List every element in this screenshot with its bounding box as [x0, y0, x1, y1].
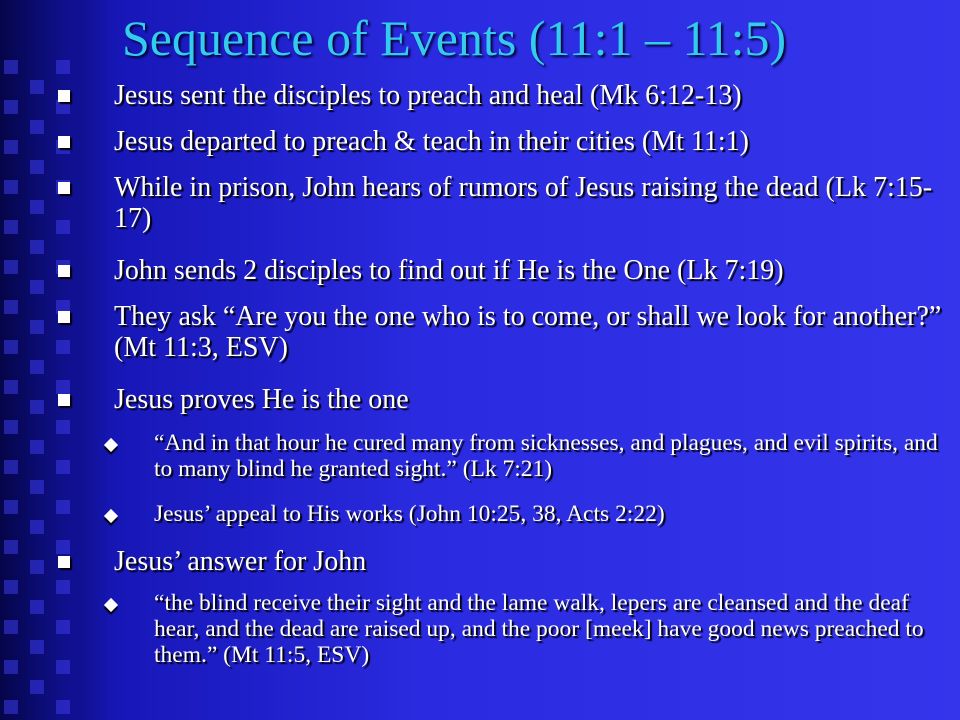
square-bullet-icon [58, 136, 70, 148]
decorative-square [30, 520, 44, 534]
bullet-item: John sends 2 disciples to find out if He is the One (Lk 7:19) [114, 255, 784, 286]
decorative-square [56, 540, 70, 554]
decorative-square [56, 580, 70, 594]
decorative-square [4, 60, 18, 74]
square-bullet-icon [58, 394, 70, 406]
bullet-item: Jesus’ answer for John [114, 546, 367, 577]
decorative-squares [0, 60, 110, 720]
bullet-item: Jesus sent the disciples to preach and heal (Mk 6:12-13) [114, 80, 742, 111]
bullet-item: They ask “Are you the one who is to come, or shall we look for another?” (Mt 11:3, ESV) [114, 301, 942, 363]
decorative-square [30, 560, 44, 574]
sub-bullet-item: Jesus’ appeal to His works (John 10:25, 38, Acts 2:22) [154, 501, 665, 527]
decorative-square [4, 620, 18, 634]
sub-bullet-item: “the blind receive their sight and the lame walk, lepers are cleansed and the deaf hear, and the dead are raised up, and the poor [meek] have good news preached to them.” (Mt 11:5, ESV) [154, 590, 924, 668]
decorative-square [4, 180, 18, 194]
decorative-square [30, 680, 44, 694]
decorative-square [30, 240, 44, 254]
decorative-square [56, 500, 70, 514]
decorative-square [30, 320, 44, 334]
decorative-square [56, 700, 70, 714]
decorative-square [4, 700, 18, 714]
decorative-square [56, 380, 70, 394]
decorative-square [30, 600, 44, 614]
decorative-square [4, 260, 18, 274]
decorative-square [56, 620, 70, 634]
decorative-square [30, 480, 44, 494]
decorative-square [4, 420, 18, 434]
decorative-square [4, 340, 18, 354]
square-bullet-icon [58, 311, 70, 323]
bullet-item: While in prison, John hears of rumors of Jesus raising the dead (Lk 7:15-17) [114, 172, 933, 234]
decorative-square [56, 100, 70, 114]
decorative-square [56, 660, 70, 674]
decorative-square [30, 440, 44, 454]
decorative-square [30, 80, 44, 94]
decorative-square [56, 420, 70, 434]
decorative-square [4, 540, 18, 554]
decorative-square [4, 100, 18, 114]
decorative-square [30, 640, 44, 654]
decorative-square [56, 340, 70, 354]
decorative-square [30, 280, 44, 294]
decorative-square [4, 580, 18, 594]
decorative-square [4, 380, 18, 394]
decorative-square [4, 300, 18, 314]
decorative-square [4, 220, 18, 234]
decorative-square [30, 360, 44, 374]
square-bullet-icon [58, 90, 70, 102]
decorative-square [56, 220, 70, 234]
decorative-square [30, 160, 44, 174]
decorative-square [56, 60, 70, 74]
decorative-square [4, 460, 18, 474]
decorative-square [4, 660, 18, 674]
square-bullet-icon [58, 556, 70, 568]
square-bullet-icon [58, 182, 70, 194]
decorative-square [30, 200, 44, 214]
square-bullet-icon [58, 265, 70, 277]
bullet-item: Jesus departed to preach & teach in their cities (Mt 11:1) [114, 126, 749, 157]
sub-bullet-item: “And in that hour he cured many from sicknesses, and plagues, and evil spirits, and to many blind he granted sight.” (Lk 7:21) [154, 430, 938, 482]
decorative-square [56, 460, 70, 474]
decorative-square [30, 120, 44, 134]
decorative-square [4, 140, 18, 154]
slide-title: Sequence of Events (11:1 – 11:5) [122, 10, 787, 66]
decorative-square [4, 500, 18, 514]
bullet-item: Jesus proves He is the one [114, 384, 409, 415]
decorative-square [30, 400, 44, 414]
